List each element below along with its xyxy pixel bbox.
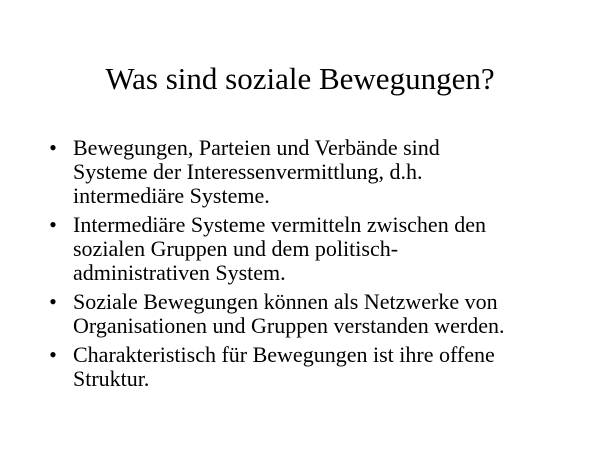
bullet-text-line: Systeme der Interessenvermittlung, d.h. xyxy=(73,159,423,184)
bullet-icon: • xyxy=(49,135,57,160)
bullet-text-line: Soziale Bewegungen können als Netzwerke von xyxy=(73,289,498,314)
bullet-list xyxy=(49,135,573,396)
bullet-item xyxy=(49,212,573,285)
bullet-text-line: sozialen Gruppen und dem politisch- xyxy=(73,236,399,261)
bullet-text-line: Bewegungen, Parteien und Verbände sind xyxy=(73,135,440,160)
bullet-text-line: administrativen System. xyxy=(73,260,286,285)
bullet-icon: • xyxy=(49,342,57,367)
slide-title: Was sind soziale Bewegungen? xyxy=(105,61,495,96)
bullet-text-line: Organisationen und Gruppen verstanden werden. xyxy=(73,313,505,338)
bullet-item xyxy=(49,289,573,338)
bullet-text-line: Charakteristisch für Bewegungen ist ihre offene xyxy=(73,342,495,367)
bullet-item xyxy=(49,135,573,208)
bullet-text-line: Struktur. xyxy=(73,366,150,391)
bullet-icon: • xyxy=(49,212,57,237)
bullet-text-line: Intermediäre Systeme vermitteln zwischen den xyxy=(73,212,486,237)
bullet-text-line: intermediäre Systeme. xyxy=(73,183,270,208)
bullet-icon: • xyxy=(49,289,57,314)
bullet-item xyxy=(49,342,573,391)
